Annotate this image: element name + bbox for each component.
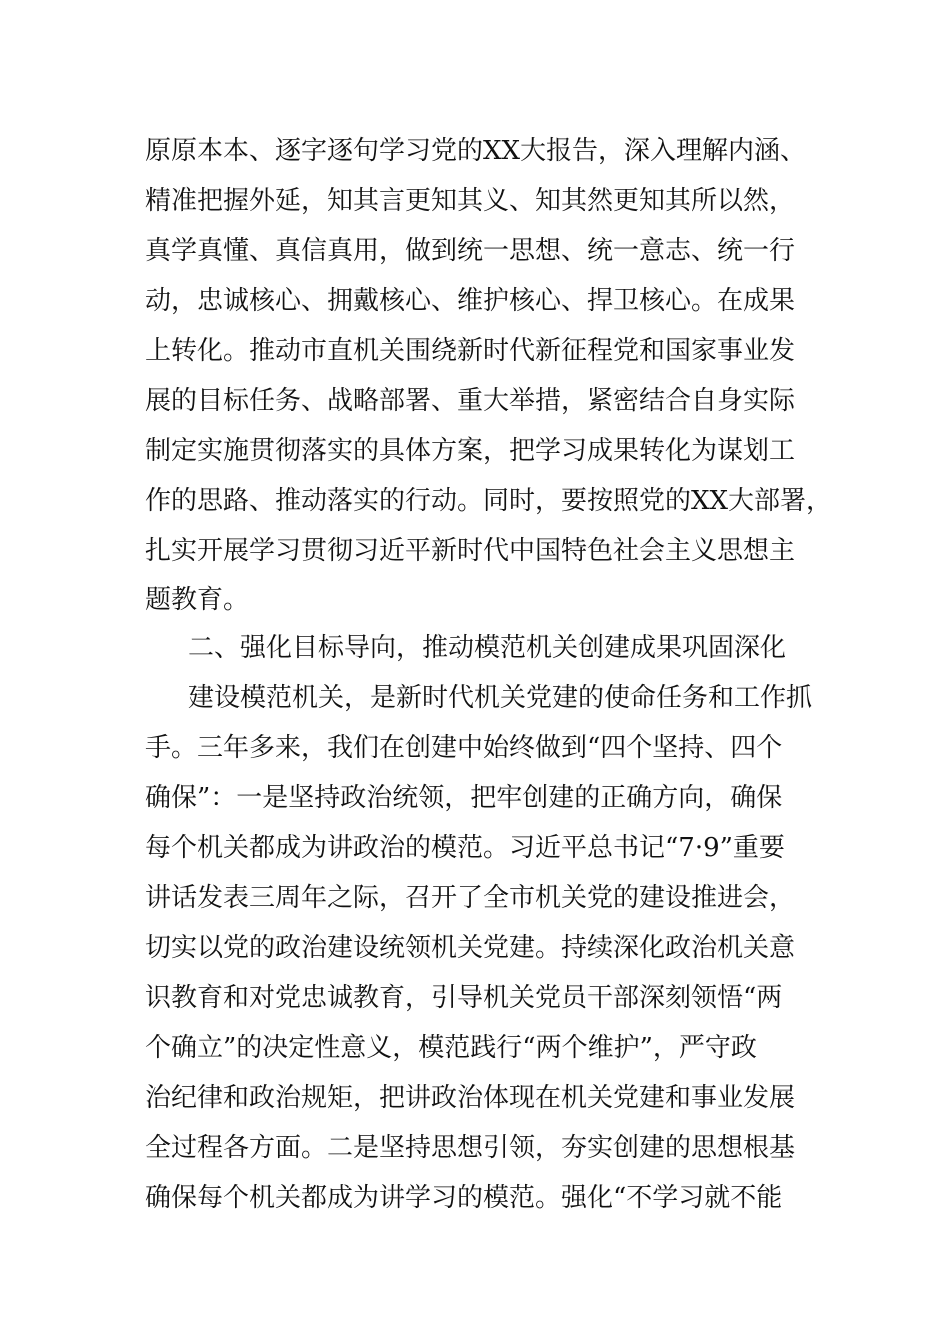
text-line: 上转化。推动市直机关围绕新时代新征程党和国家事业发 <box>145 336 796 366</box>
text-line: 确保”：一是坚持政治统领，把牢创建的正确方向，确保 <box>145 783 783 813</box>
text-line: 作的思路、推动落实的行动。同时，要按照党的XX大部署， <box>145 486 833 516</box>
text-line: 切实以党的政治建设统领机关党建。持续深化政治机关意 <box>145 933 796 963</box>
section-heading: 二、强化目标导向，推动模范机关创建成果巩固深化 <box>188 633 787 663</box>
text-line: 真学真懂、真信真用，做到统一思想、统一意志、统一行 <box>145 236 796 266</box>
text-line: 原原本本、逐字逐句学习党的XX大报告，深入理解内涵、 <box>145 136 807 166</box>
text-line: 全过程各方面。二是坚持思想引领，夯实创建的思想根基 <box>145 1133 796 1163</box>
text-line: 每个机关都成为讲政治的模范。习近平总书记“7·9”重要 <box>145 833 785 863</box>
text-line: 讲话发表三周年之际，召开了全市机关党的建设推进会， <box>145 883 796 913</box>
text-line: 识教育和对党忠诚教育，引导机关党员干部深刻领悟“两 <box>145 983 783 1013</box>
text-line: 治纪律和政治规矩，把讲政治体现在机关党建和事业发展 <box>145 1083 796 1113</box>
text-line: 手。三年多来，我们在创建中始终做到“四个坚持、四个 <box>145 733 783 763</box>
text-line: 动，忠诚核心、拥戴核心、维护核心、捍卫核心。在成果 <box>145 286 796 316</box>
paragraph-start-line: 建设模范机关，是新时代机关党建的使命任务和工作抓 <box>188 683 813 713</box>
text-line: 扎实开展学习贯彻习近平新时代中国特色社会主义思想主 <box>145 536 796 566</box>
text-line: 确保每个机关都成为讲学习的模范。强化“不学习就不能 <box>145 1183 783 1213</box>
text-line: 精准把握外延，知其言更知其义、知其然更知其所以然， <box>145 186 796 216</box>
text-line: 题教育。 <box>145 585 250 615</box>
text-line: 制定实施贯彻落实的具体方案，把学习成果转化为谋划工 <box>145 436 796 466</box>
text-line: 展的目标任务、战略部署、重大举措，紧密结合自身实际 <box>145 386 796 416</box>
text-line: 个确立”的决定性意义，模范践行“两个维护”，严守政 <box>145 1033 757 1063</box>
